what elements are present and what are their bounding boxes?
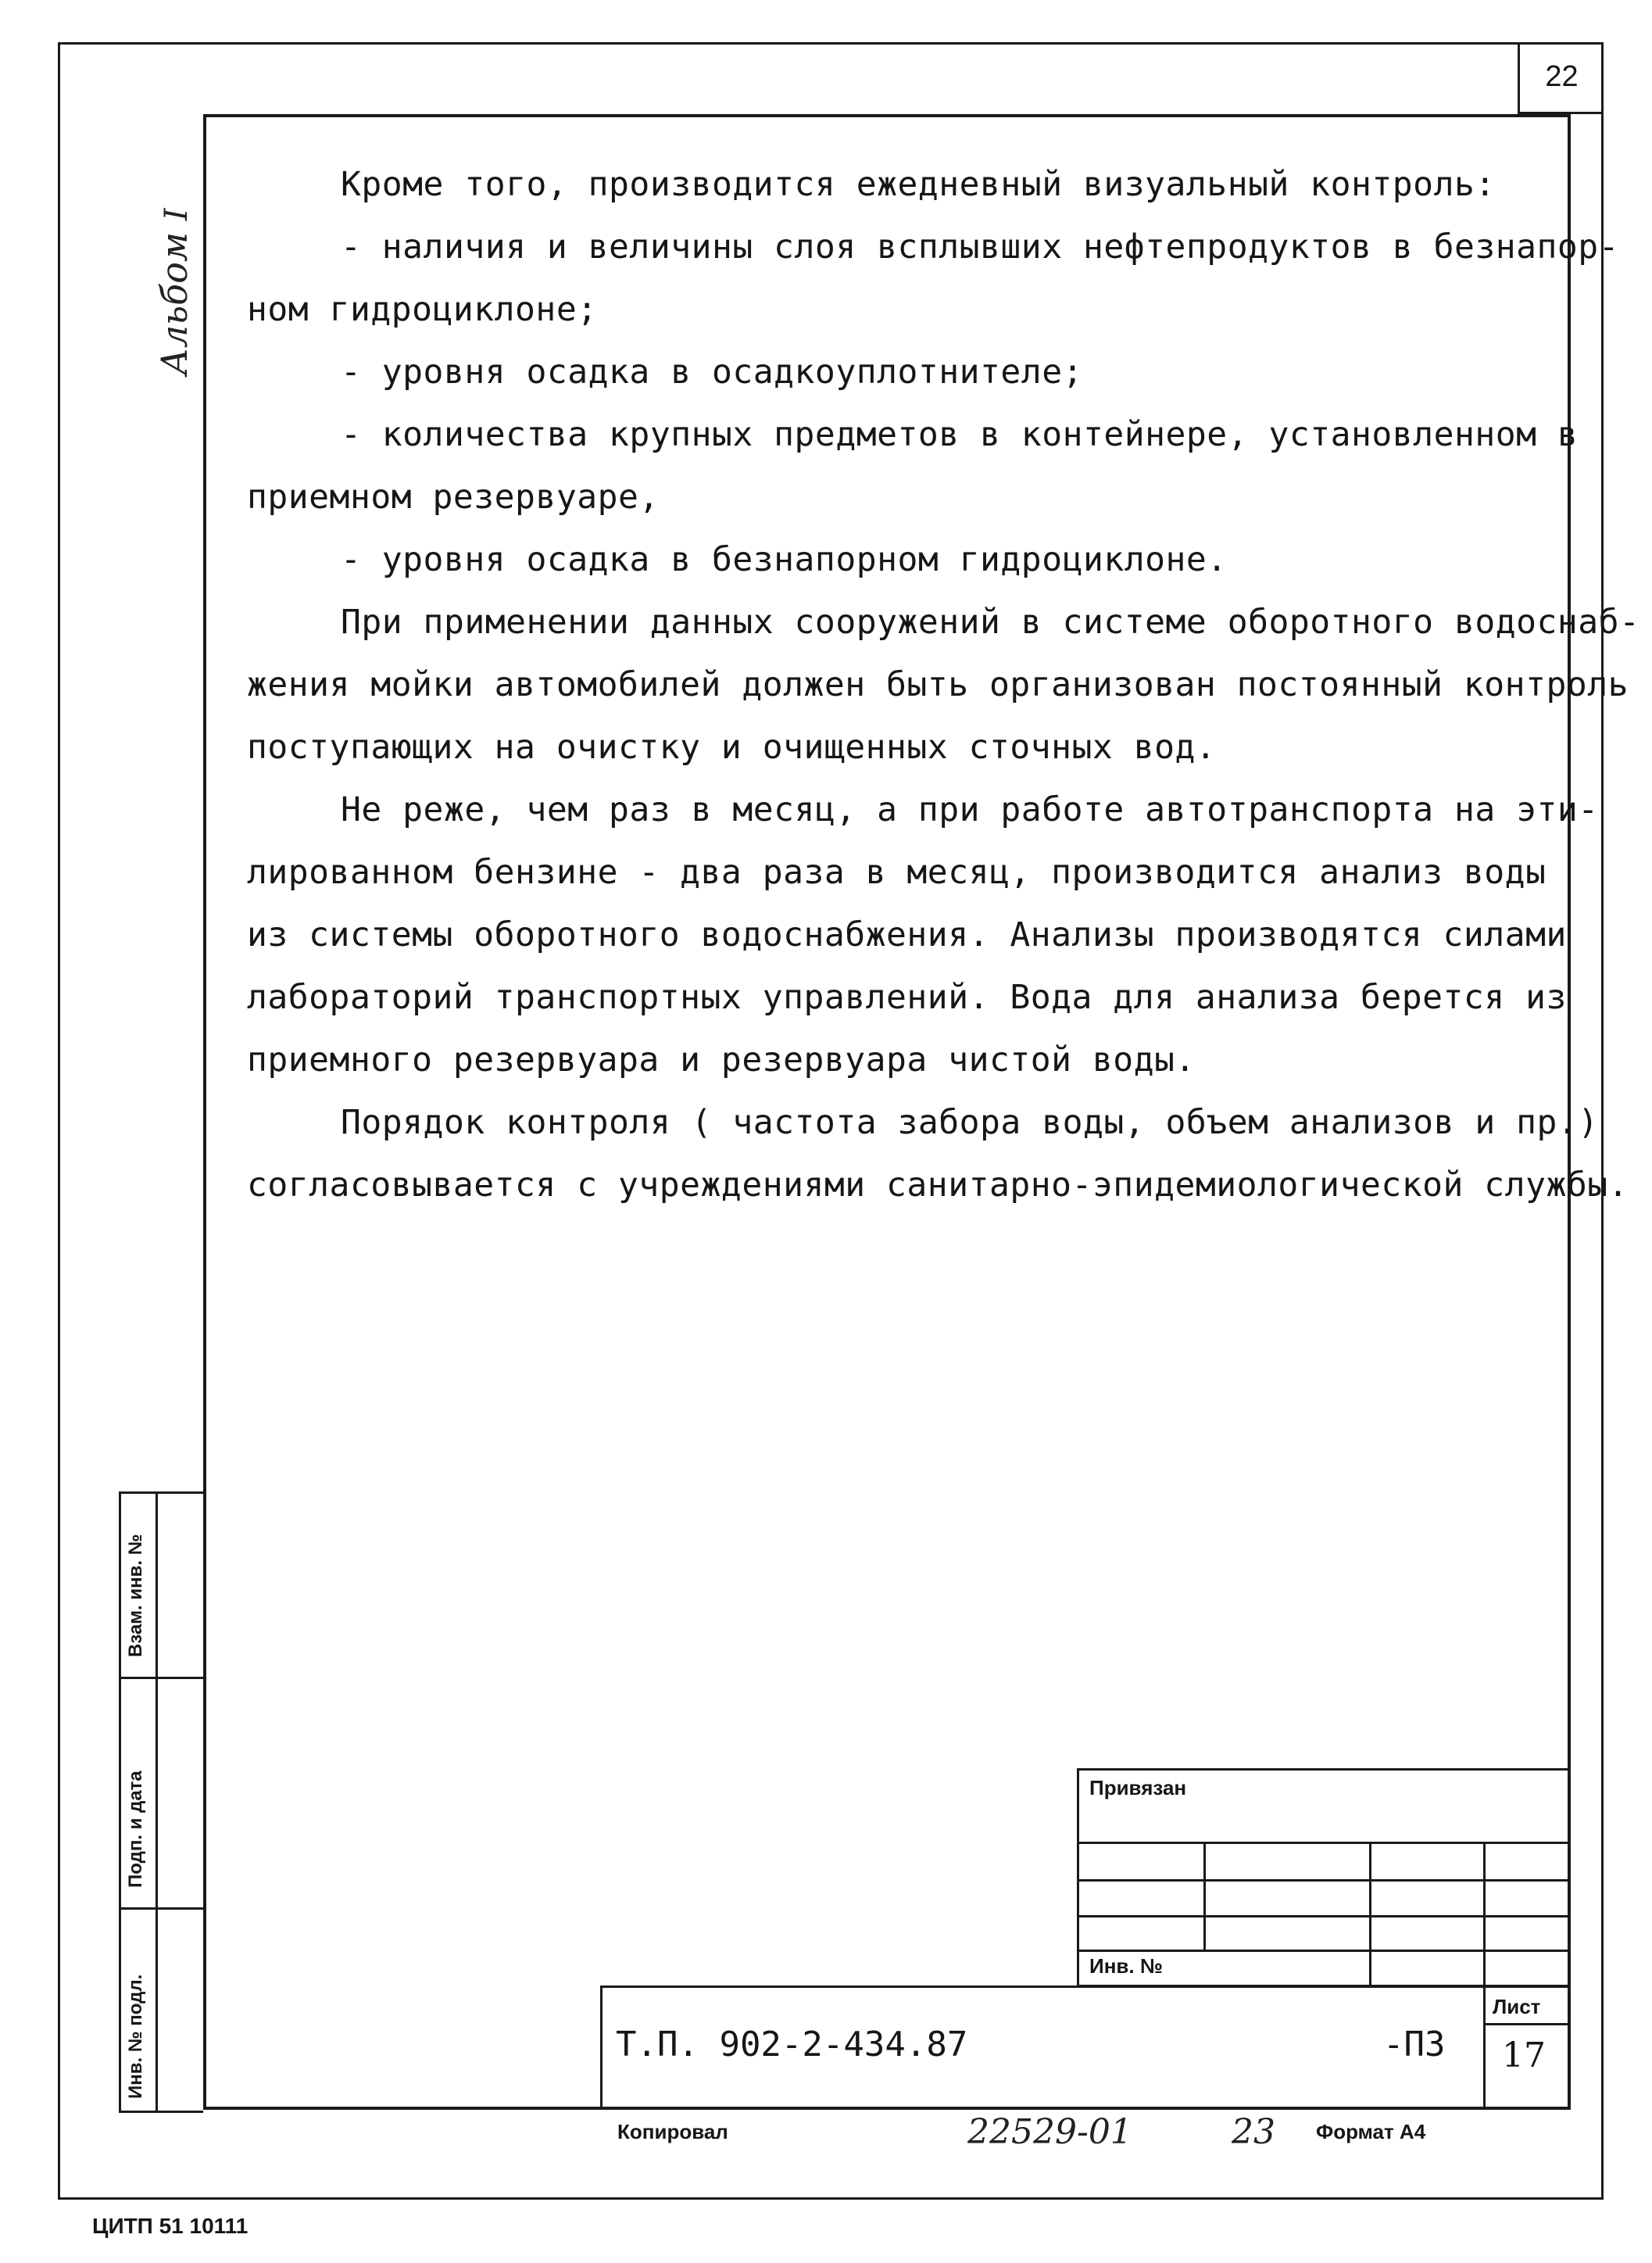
title-block-row-line bbox=[1483, 2023, 1571, 2025]
page-number: 22 bbox=[1518, 42, 1604, 114]
binding-row-line bbox=[1077, 1879, 1571, 1882]
printer-code: ЦИТП 51 10111 bbox=[92, 2214, 249, 2238]
text-line: Не реже, чем раз в месяц, а при работе автотранспорта на эти- bbox=[341, 790, 1599, 829]
text-line: лабораторий транспортных управлений. Вода для анализа берется из bbox=[247, 978, 1567, 1017]
text-line: При применении данных сооружений в системе оборотного водоснаб- bbox=[341, 603, 1640, 642]
vzam-inv-label: Взам. инв. № bbox=[125, 1534, 146, 1657]
text-line: ном гидроциклоне; bbox=[247, 290, 598, 329]
order-number: 22529-01 bbox=[967, 2112, 1132, 2152]
podp-data-label: Подп. и дата bbox=[125, 1771, 146, 1888]
text-line: поступающих на очистку и очищенных сточных вод. bbox=[247, 728, 1217, 767]
binding-row-line bbox=[1077, 1842, 1571, 1844]
privyazan-label: Привязан bbox=[1089, 1776, 1187, 1799]
text-line: приемном резервуаре, bbox=[247, 478, 660, 517]
text-line: - уровня осадка в осадкоуплотнителе; bbox=[341, 353, 1083, 392]
title-block-col-line bbox=[1483, 1985, 1486, 2110]
album-note-roman: I bbox=[159, 208, 195, 221]
text-line: Кроме того, производится ежедневный визуальный контроль: bbox=[341, 165, 1496, 204]
side-stamp-separator bbox=[119, 1677, 203, 1679]
inv-no-label: Инв. № bbox=[1089, 1954, 1163, 1978]
text-line: - количества крупных предметов в контейнере, установленном в bbox=[341, 415, 1579, 454]
text-line: - уровня осадка в безнапорном гидроциклоне. bbox=[341, 540, 1228, 579]
binding-col-line bbox=[1369, 1842, 1371, 1987]
text-line: - наличия и величины слоя всплывших нефтепродуктов в безнапор- bbox=[341, 227, 1620, 267]
copy-number: 23 bbox=[1232, 2112, 1275, 2152]
format-label: Формат А4 bbox=[1316, 2120, 1426, 2143]
album-note bbox=[153, 208, 195, 375]
doc-code: Т.П. 902-2-434.87 bbox=[616, 2025, 968, 2064]
album-note-text: Альбом bbox=[153, 231, 195, 375]
text-line: Порядок контроля ( частота забора воды, объем анализов и пр.) bbox=[341, 1103, 1599, 1142]
binding-col-line bbox=[1203, 1842, 1206, 1950]
binding-col-line bbox=[1483, 1842, 1486, 1987]
binding-row-line bbox=[1077, 1950, 1571, 1952]
kopiroval-label: Копировал bbox=[617, 2120, 728, 2143]
side-stamp-divider bbox=[156, 1491, 158, 2113]
doc-suffix: -ПЗ bbox=[1383, 2025, 1446, 2064]
side-stamp-separator bbox=[119, 1907, 203, 1910]
binding-row-line bbox=[1077, 1915, 1571, 1917]
sheet-number: 17 bbox=[1502, 2036, 1546, 2075]
text-line: из системы оборотного водоснабжения. Анализы производятся силами bbox=[247, 915, 1567, 954]
text-line: жения мойки автомобилей должен быть организован постоянный контроль bbox=[247, 665, 1629, 704]
inv-podl-label: Инв. № подл. bbox=[125, 1974, 146, 2099]
body-text bbox=[247, 153, 1640, 1216]
text-line: приемного резервуара и резервуара чистой воды. bbox=[247, 1040, 1196, 1080]
text-line: лированном бензине - два раза в месяц, производится анализ воды bbox=[247, 853, 1547, 892]
list-label: Лист bbox=[1493, 1995, 1541, 2018]
text-line: согласовывается с учреждениями санитарно-эпидемиологической службы. bbox=[247, 1166, 1629, 1205]
